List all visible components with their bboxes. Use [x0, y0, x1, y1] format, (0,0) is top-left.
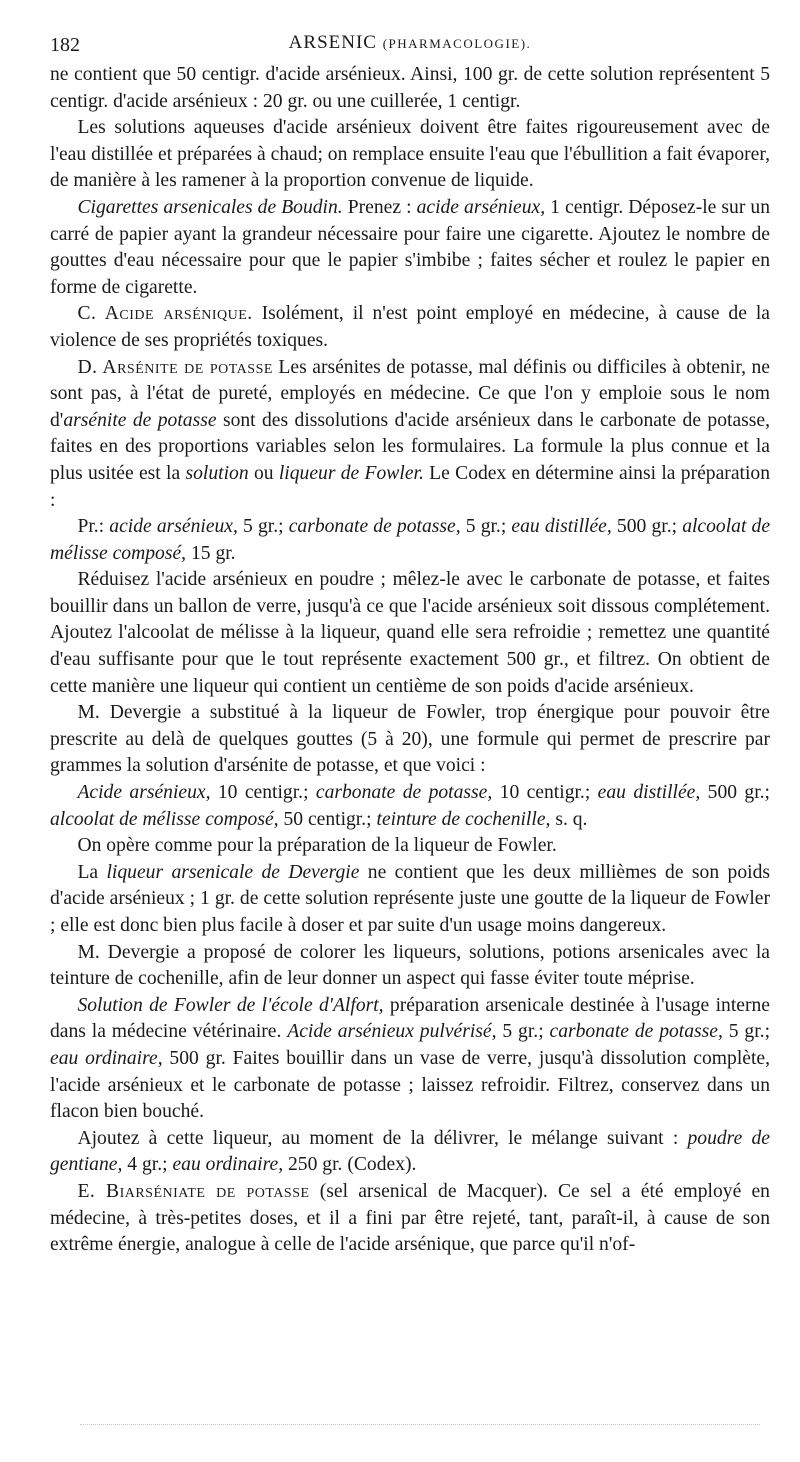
paragraph: Réduisez l'acide arsénieux en poudre ; mêlez-le avec le carbonate de potasse, et faites bouillir dans un ballon de verre, jusqu'à ce que l'acide arsénieux soit dissous complétement. Ajoutez l'alcoolat de mélisse à la liqueur, quand elle sera refroidie ; remettez une quantité d'eau suffisante pour que le tout représente exactement 500 gr., et filtrez. On obtient de cette manière une liqueur qui contient un centième de son poids d'acide arsénieux. — [50, 569, 770, 697]
paragraph-acide-arsenique — [50, 301, 770, 354]
paragraph-cigarettes-boudin — [50, 195, 770, 301]
text-run: Ajoutez à cette liqueur, au moment de la délivrer, le mélange suivant : — [77, 1127, 688, 1149]
ingredient: carbonate de potasse, — [549, 1021, 723, 1043]
recipe-fowler — [50, 514, 770, 567]
text-run: 5 gr.; — [460, 516, 512, 538]
recipe-title: Cigarettes arsenicales de Boudin. — [77, 196, 343, 218]
italic-term: arsénite de potasse — [63, 409, 217, 431]
section-label: E. Biarséniate de potasse — [77, 1180, 310, 1202]
text-run: 5 gr.; — [496, 1021, 550, 1043]
section-label: C. Acide arsénique. — [77, 303, 253, 325]
text-run: sont des dissolutions d'acide arsénieux dans le carbonate de potasse, faites en des proportions variables selon les formulaires. La formule la plus connue et la plus usitée est la — [50, 409, 770, 484]
text-run: 10 centigr.; — [492, 782, 598, 804]
ingredient: alcoolat de mélisse composé, — [50, 808, 279, 830]
ingredient: eau distillée, — [511, 516, 612, 538]
section-label: D. Arsénite de potasse — [77, 356, 273, 378]
italic-term: liqueur arsenicale de Devergie — [106, 861, 360, 883]
recipe-title: Solution de Fowler de l'école d'Alfort, — [77, 994, 384, 1016]
text-run: ou — [248, 462, 279, 484]
page-number: 182 — [50, 34, 80, 56]
running-head — [50, 28, 770, 58]
running-title — [50, 32, 770, 54]
text-run: 500 gr.; — [611, 516, 683, 538]
ingredient: carbonate de potasse, — [315, 782, 493, 804]
text-run: 15 gr. — [186, 542, 236, 564]
paragraph: M. Devergie a substitué à la liqueur de Fowler, trop énergique pour pouvoir être prescrite au delà de quelques gouttes (5 à 20), une formule qui permet de prescrire par grammes la solution d'arsénite de potasse, et que voici : — [50, 702, 770, 777]
recipe-devergie — [50, 780, 770, 833]
text-run: préparation arsenicale destinée à l'usage interne dans la médecine vétérinaire. — [50, 994, 770, 1043]
text-run: 10 centigr.; — [210, 782, 316, 804]
paragraph: On opère comme pour la préparation de la liqueur de Fowler. — [77, 835, 557, 857]
text-run: 5 gr.; — [237, 516, 289, 538]
text-run: La — [77, 861, 107, 883]
text-run: Les arsénites de potasse, mal définis ou difficiles à obtenir, ne sont pas, à l'état de pureté, employés en médecine. Ce que l'on y emploie sous le nom d' — [50, 356, 770, 431]
ingredient: carbonate de potasse, — [288, 516, 461, 538]
text-run: Isolément, il n'est point employé en médecine, à cause de la violence de ses propriétés toxiques. — [50, 303, 770, 351]
ingredient: eau distillée, — [597, 782, 701, 804]
running-title-main: ARSENIC — [288, 32, 377, 53]
text-run: ne contient que les deux millièmes de son poids d'acide arsénieux ; 1 gr. de cette solution représente juste une goutte de la liqueur de Fowler ; elle est donc bien plus facile à doser et par suite d'un usage moins dangereux. — [50, 861, 770, 936]
paragraph: ne contient que 50 centigr. d'acide arsénieux. Ainsi, 100 gr. de cette solution représentent 5 centigr. d'acide arsénieux : 20 gr. ou une cuillerée, 1 centigr. — [50, 64, 770, 112]
text-run: 500 gr. Faites bouillir dans un vase de verre, jusqu'à dissolution complète, l'acide arsénieux et le carbonate de potasse ; laissez refroidir. Filtrez, conservez dans un flacon bien bouché. — [50, 1047, 770, 1123]
text-run: 50 centigr.; — [278, 808, 377, 830]
paragraph-solution-alfort — [50, 993, 770, 1126]
text-run: Pr.: — [77, 516, 110, 538]
running-title-sub: (PHARMACOLOGIE). — [382, 36, 532, 51]
ingredient: poudre de gentiane, — [50, 1127, 770, 1176]
paragraph-liqueur-devergie — [50, 860, 770, 940]
ingredient: teinture de cochenille, — [376, 808, 551, 830]
text-run: Le Codex en détermine ainsi la préparation : — [50, 462, 770, 511]
paragraph: Les solutions aqueuses d'acide arsénieux doivent être faites rigoureusement avec de l'eau distillée et préparées à chaud; on remplace ensuite l'eau que l'ébullition a fait évaporer, de manière à les ramener à la proportion convenue de liquide. — [50, 117, 770, 192]
text-run: 1 centigr. Déposez-le sur un carré de papier ayant la grandeur nécessaire pour faire une cigarette. Ajoutez le nombre de gouttes d'eau nécessaire pour que le papier s'imbibe ; faites sécher et roulez le papier en forme de cigarette. — [50, 196, 770, 298]
italic-term: liqueur de Fowler. — [278, 462, 424, 484]
text-run: Prenez : — [342, 196, 417, 218]
paragraph-arsenite-potasse — [50, 355, 770, 515]
paragraph: M. Devergie a proposé de colorer les liqueurs, solutions, potions arsenicales avec la teinture de cochenille, afin de leur donner un aspect qui fasse éviter toute méprise. — [50, 941, 770, 990]
ingredient: acide arsénieux, — [416, 196, 546, 218]
paragraph-biarseniate — [50, 1179, 770, 1259]
italic-term: solution — [185, 462, 249, 484]
text-run: s. q. — [550, 808, 588, 830]
text-run: 5 gr.; — [722, 1021, 771, 1043]
ingredient: alcoolat de mélisse composé, — [50, 516, 771, 564]
text-run: 4 gr.; — [122, 1154, 173, 1176]
ingredient: eau ordinaire, — [172, 1154, 284, 1176]
ingredient: Acide arsénieux, — [77, 782, 211, 804]
text-run: (sel arsenical de Macquer). Ce sel a été employé en médecine, à très-petites doses, et il a fini par être rejeté, tant, paraît-il, à cause de son extrême énergie, analogue à celle de l'acide arsénique, que parce qu'il n'of- — [50, 1180, 770, 1256]
paragraph-ajoutez — [50, 1126, 770, 1179]
scan-artifact-line — [80, 1424, 760, 1426]
ingredient: acide arsénieux, — [109, 516, 238, 538]
ingredient: eau ordinaire, — [50, 1047, 163, 1069]
body-text — [50, 62, 770, 1259]
text-run: 250 gr. (Codex). — [283, 1154, 417, 1176]
ingredient: Acide arsénieux pulvérisé, — [287, 1021, 497, 1043]
text-run: 500 gr.; — [700, 782, 770, 804]
